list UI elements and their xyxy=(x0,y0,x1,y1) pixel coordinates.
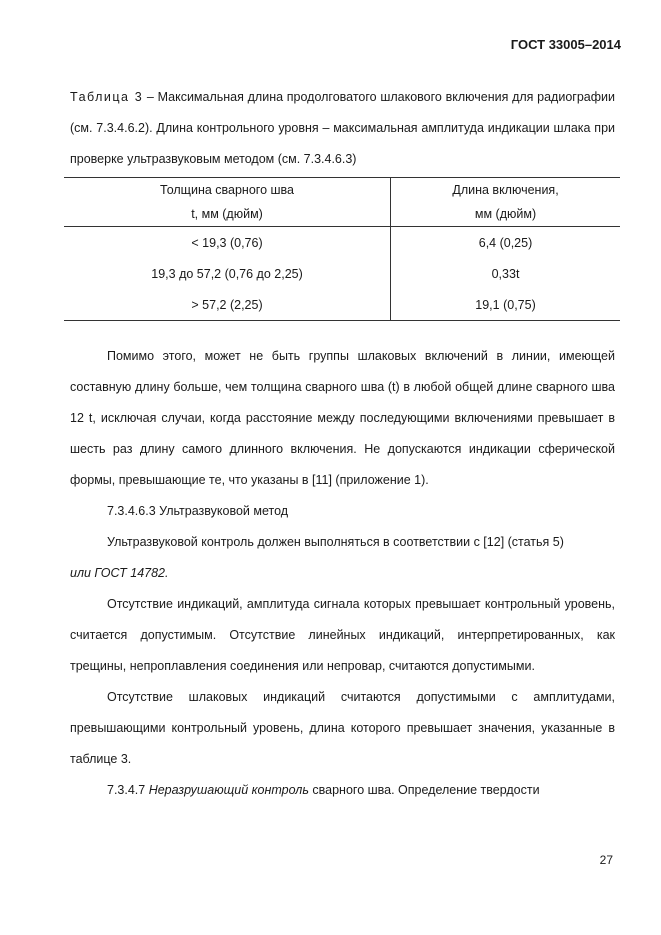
body-text xyxy=(70,341,615,806)
paragraph: Ультразвуковой контроль должен выполняться в соответствии с [12] (статья 5) или ГОСТ 14782. xyxy=(70,535,564,580)
paragraph: Помимо этого, может не быть группы шлаковых включений в линии, имеющей составную длину больше, чем толщина сварного шва (t) в любой общей длине сварного шва 12 t, исключая случаи, когда расстояние между последующими включениями превышает в шесть раз длину самого длинного включения. Не допускаются индикации сферической формы, превышающие те, что указаны в [11] (приложение 1). xyxy=(70,349,615,487)
table-caption xyxy=(70,82,615,175)
table-row xyxy=(64,227,620,259)
paragraph: Отсутствие шлаковых индикаций считаются допустимыми с амплитудами, превышающими контрольный уровень, длина которого превышает значения, указанные в таблице 3. xyxy=(70,690,615,766)
max-length-table xyxy=(64,177,620,321)
cell-thickness: < 19,3 (0,76) xyxy=(64,227,391,259)
page-number: 27 xyxy=(599,853,613,867)
table-header-row xyxy=(64,178,620,227)
table-caption-text: – Максимальная длина продолговатого шлакового включения для радиографии (см. 7.3.4.6.2). Длина контрольного уровня – максимальная амплитуда индикации шлака при проверке ультразвуковым методом (см. 7.3.4.6.3) xyxy=(70,90,615,166)
section-heading: 7.3.4.7 Неразрушающий контроль сварного шва. Определение твердости xyxy=(107,783,540,797)
cell-thickness: > 57,2 (2,25) xyxy=(64,289,391,321)
table-row xyxy=(64,289,620,321)
cell-length: 0,33t xyxy=(491,266,520,281)
cell-length: 19,1 (0,75) xyxy=(391,289,620,321)
header-thickness: Толщина сварного шва t, мм (дюйм) xyxy=(64,178,391,227)
paragraph: Отсутствие индикаций, амплитуда сигнала которых превышает контрольный уровень, считается допустимым. Отсутствие линейных индикаций, интерпретированных, как трещины, непроплавления соединения или непровар, считаются допустимыми. xyxy=(70,597,615,673)
document-header: ГОСТ 33005–2014 xyxy=(510,37,621,52)
cell-thickness: 19,3 до 57,2 (0,76 до 2,25) xyxy=(64,258,391,289)
header-length: Длина включения, мм (дюйм) xyxy=(391,178,620,227)
cell-length: 6,4 (0,25) xyxy=(478,235,533,250)
table-row xyxy=(64,258,620,289)
table-caption-label: Таблица 3 xyxy=(70,90,144,104)
section-heading: 7.3.4.6.3 Ультразвуковой метод xyxy=(107,504,289,518)
